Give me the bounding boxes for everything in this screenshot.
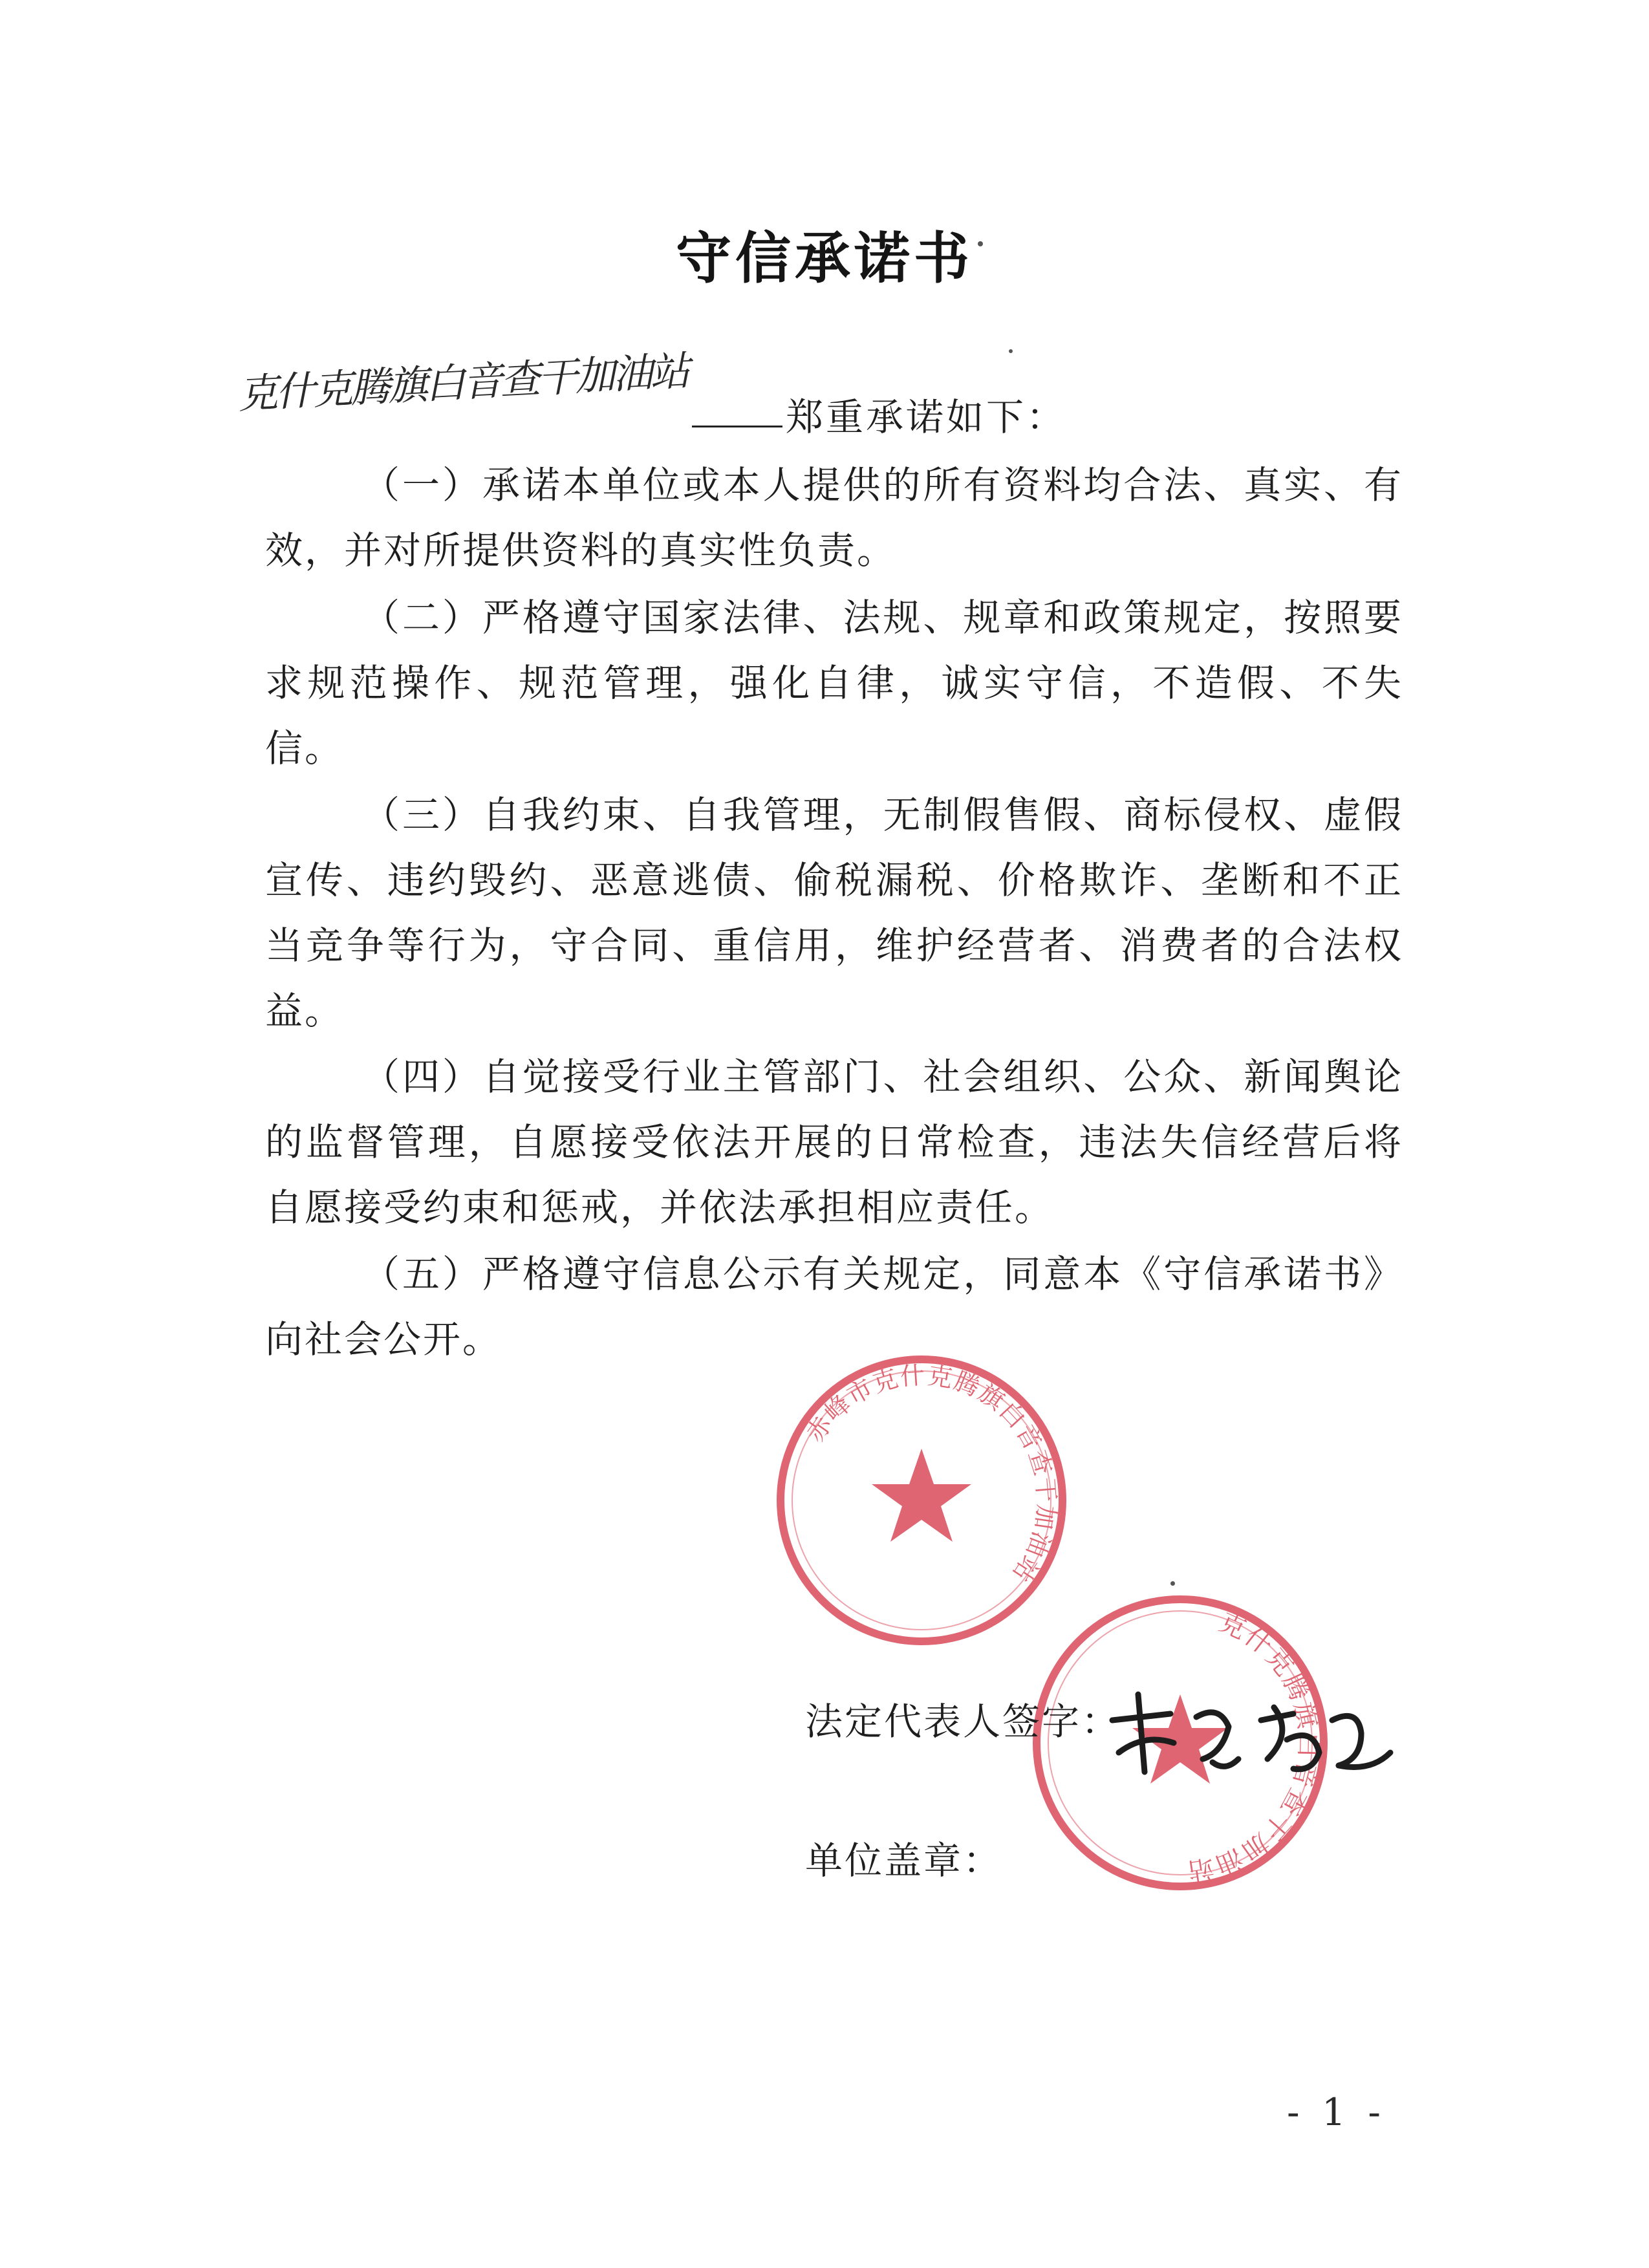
commitment-paragraph-2: （二）严格遵守国家法律、法规、规章和政策规定，按照要求规范操作、规范管理，强化自律，诚实守信，不造假、不失信。 [265, 596, 1403, 770]
star-icon [872, 1449, 971, 1542]
intro-text: 郑重承诺如下： [786, 395, 1067, 439]
handwritten-company-name: 克什克腾旗白音查干加油站 [237, 347, 689, 418]
commitment-paragraph-1: （一）承诺本单位或本人提供的所有资料均合法、真实、有效，并对所提供资料的真实性负责。 [265, 463, 1403, 572]
document-title: 守信承诺书 [676, 226, 973, 291]
scan-speck [1170, 1581, 1175, 1586]
commitment-paragraph-4: （四）自觉接受行业主管部门、社会组织、公众、新闻舆论的监督管理，自愿接受依法开展的日常检查，违法失信经营后将自愿接受约束和惩戒，并依法承担相应责任。 [265, 1055, 1403, 1229]
seal-1-text: 赤峰市克什克腾旗白音查干加油站 [800, 1361, 1061, 1588]
seal-2-text: 克什克腾旗白音查干加油站 [1183, 1607, 1324, 1886]
intro-line [237, 347, 1403, 440]
scan-speck [1009, 349, 1013, 353]
scan-speck [978, 241, 983, 246]
seal-label: 单位盖章： [805, 1839, 1003, 1883]
commitment-paragraph-3: （三）自我约束、自我管理，无制假售假、商标侵权、虚假宣传、违约毁约、恶意逃债、偷税漏税、价格欺诈、垄断和不正当竞争等行为，守合同、重信用，维护经营者、消费者的合法权益。 [265, 793, 1403, 1033]
signature-label: 法定代表人签字： [805, 1700, 1121, 1744]
handwritten-signature [1099, 1681, 1397, 1778]
page-number: - 1 - [1287, 2090, 1386, 2134]
blank-underline [692, 426, 782, 427]
company-seal-1 [773, 1352, 1070, 1649]
svg-text:赤峰市克什克腾旗白音查干加油站 [801, 1361, 1061, 1588]
commitment-paragraph-5: （五）严格遵守信息公示有关规定，同意本《守信承诺书》向社会公开。 [265, 1252, 1403, 1361]
